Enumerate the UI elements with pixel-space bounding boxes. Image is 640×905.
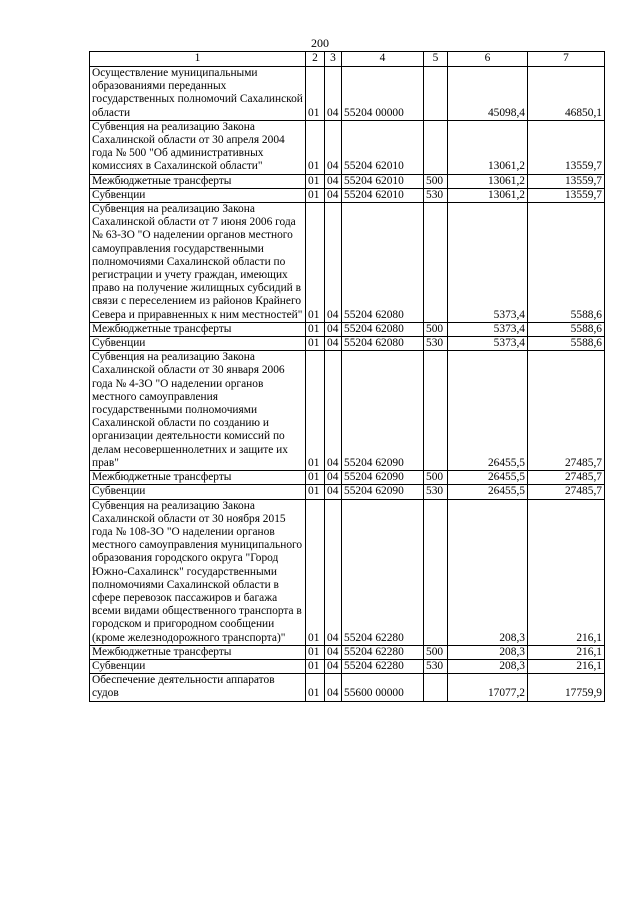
subsection-code: 04: [325, 351, 342, 471]
section-code: 01: [306, 645, 325, 659]
expense-type-code: [424, 499, 448, 645]
amount-year-2: 5588,6: [528, 337, 605, 351]
subsection-code: 04: [325, 322, 342, 336]
expense-type-code: [424, 674, 448, 701]
expense-type-code: 500: [424, 471, 448, 485]
section-code: 01: [306, 351, 325, 471]
expense-type-code: 500: [424, 174, 448, 188]
table-header-row: [90, 52, 605, 67]
expense-type-code: [424, 351, 448, 471]
row-name: Межбюджетные трансферты: [90, 645, 306, 659]
amount-year-2: 17759,9: [528, 674, 605, 701]
target-article-code: 55204 62080: [342, 203, 424, 323]
target-article-code: 55204 62090: [342, 471, 424, 485]
subsection-code: 04: [325, 203, 342, 323]
amount-year-2: 216,1: [528, 645, 605, 659]
subsection-code: 04: [325, 499, 342, 645]
subsection-code: 04: [325, 188, 342, 202]
table-row: [90, 337, 605, 351]
amount-year-2: 27485,7: [528, 351, 605, 471]
amount-year-2: 13559,7: [528, 120, 605, 174]
row-name: Субвенция на реализацию Закона Сахалинской области от 30 января 2006 года № 4-ЗО "О наделении органов местного самоуправления государственными полномочиями Сахалинской области по созданию и организации деятельности комиссий по делам несовершеннолетних и защите их прав": [90, 351, 306, 471]
table-row: [90, 120, 605, 174]
row-name: Субвенции: [90, 337, 306, 351]
amount-year-1: 26455,5: [448, 485, 528, 499]
section-code: 01: [306, 499, 325, 645]
section-code: 01: [306, 674, 325, 701]
column-header: 1: [90, 52, 306, 67]
column-header: 3: [325, 52, 342, 67]
amount-year-1: 5373,4: [448, 203, 528, 323]
target-article-code: 55204 62280: [342, 659, 424, 673]
amount-year-1: 26455,5: [448, 471, 528, 485]
table-row: [90, 174, 605, 188]
subsection-code: 04: [325, 67, 342, 121]
column-header: 5: [424, 52, 448, 67]
amount-year-1: 13061,2: [448, 174, 528, 188]
amount-year-2: 46850,1: [528, 67, 605, 121]
row-name: Межбюджетные трансферты: [90, 174, 306, 188]
section-code: 01: [306, 120, 325, 174]
target-article-code: 55204 62090: [342, 485, 424, 499]
subsection-code: 04: [325, 120, 342, 174]
target-article-code: 55600 00000: [342, 674, 424, 701]
expense-type-code: 530: [424, 485, 448, 499]
target-article-code: 55204 62080: [342, 337, 424, 351]
amount-year-2: 216,1: [528, 659, 605, 673]
row-name: Субвенции: [90, 485, 306, 499]
column-header: 6: [448, 52, 528, 67]
target-article-code: 55204 62090: [342, 351, 424, 471]
column-header: 4: [342, 52, 424, 67]
expense-type-code: 530: [424, 337, 448, 351]
amount-year-1: 208,3: [448, 645, 528, 659]
target-article-code: 55204 62280: [342, 499, 424, 645]
expense-type-code: 530: [424, 188, 448, 202]
target-article-code: 55204 62280: [342, 645, 424, 659]
row-name: Субвенции: [90, 188, 306, 202]
row-name: Субвенция на реализацию Закона Сахалинской области от 30 апреля 2004 года № 500 "Об административных комиссиях в Сахалинской области": [90, 120, 306, 174]
table-row: [90, 499, 605, 645]
section-code: 01: [306, 203, 325, 323]
subsection-code: 04: [325, 645, 342, 659]
row-name: Субвенция на реализацию Закона Сахалинской области от 30 ноября 2015 года № 108-ЗО "О наделении органов местного самоуправления муниципального образования городского округа "Город Южно-Сахалинск" государственными полномочиями Сахалинской области в сфере перевозок пассажиров и багажа всеми видами общественного транспорта в городском и пригородном сообщении (кроме железнодорожного транспорта)": [90, 499, 306, 645]
amount-year-2: 216,1: [528, 499, 605, 645]
row-name: Обеспечение деятельности аппаратов судов: [90, 674, 306, 701]
row-name: Субвенции: [90, 659, 306, 673]
amount-year-1: 13061,2: [448, 188, 528, 202]
amount-year-1: 26455,5: [448, 351, 528, 471]
table-row: [90, 674, 605, 701]
table-row: [90, 471, 605, 485]
column-header: 7: [528, 52, 605, 67]
row-name: Межбюджетные трансферты: [90, 322, 306, 336]
amount-year-1: 208,3: [448, 499, 528, 645]
table-row: [90, 67, 605, 121]
section-code: 01: [306, 67, 325, 121]
table-row: [90, 659, 605, 673]
table-row: [90, 351, 605, 471]
target-article-code: 55204 00000: [342, 67, 424, 121]
table-row: [90, 203, 605, 323]
target-article-code: 55204 62010: [342, 188, 424, 202]
target-article-code: 55204 62010: [342, 120, 424, 174]
budget-table: [89, 51, 605, 702]
amount-year-1: 13061,2: [448, 120, 528, 174]
amount-year-2: 27485,7: [528, 471, 605, 485]
subsection-code: 04: [325, 674, 342, 701]
section-code: 01: [306, 188, 325, 202]
page-number: 200: [311, 36, 329, 50]
row-name: Субвенция на реализацию Закона Сахалинской области от 7 июня 2006 года № 63-ЗО "О наделении органов местного самоуправления государственными полномочиями Сахалинской области по регистрации и учету граждан, имеющих право на получение жилищных субсидий в связи с переселением из районов Крайнего Севера и приравненных к ним местностей": [90, 203, 306, 323]
amount-year-1: 5373,4: [448, 337, 528, 351]
amount-year-2: 27485,7: [528, 485, 605, 499]
expense-type-code: [424, 67, 448, 121]
amount-year-1: 45098,4: [448, 67, 528, 121]
table-row: [90, 322, 605, 336]
subsection-code: 04: [325, 659, 342, 673]
section-code: 01: [306, 322, 325, 336]
row-name: Осуществление муниципальными образованиями переданных государственных полномочий Сахалинской области: [90, 67, 306, 121]
amount-year-1: 17077,2: [448, 674, 528, 701]
amount-year-1: 5373,4: [448, 322, 528, 336]
row-name: Межбюджетные трансферты: [90, 471, 306, 485]
subsection-code: 04: [325, 337, 342, 351]
section-code: 01: [306, 659, 325, 673]
subsection-code: 04: [325, 485, 342, 499]
table-row: [90, 485, 605, 499]
section-code: 01: [306, 471, 325, 485]
section-code: 01: [306, 485, 325, 499]
subsection-code: 04: [325, 174, 342, 188]
expense-type-code: [424, 120, 448, 174]
target-article-code: 55204 62080: [342, 322, 424, 336]
expense-type-code: 500: [424, 645, 448, 659]
column-header: 2: [306, 52, 325, 67]
expense-type-code: 530: [424, 659, 448, 673]
target-article-code: 55204 62010: [342, 174, 424, 188]
subsection-code: 04: [325, 471, 342, 485]
table-row: [90, 645, 605, 659]
table-row: [90, 188, 605, 202]
amount-year-2: 5588,6: [528, 203, 605, 323]
section-code: 01: [306, 174, 325, 188]
expense-type-code: 500: [424, 322, 448, 336]
amount-year-2: 5588,6: [528, 322, 605, 336]
amount-year-2: 13559,7: [528, 174, 605, 188]
amount-year-1: 208,3: [448, 659, 528, 673]
section-code: 01: [306, 337, 325, 351]
amount-year-2: 13559,7: [528, 188, 605, 202]
expense-type-code: [424, 203, 448, 323]
